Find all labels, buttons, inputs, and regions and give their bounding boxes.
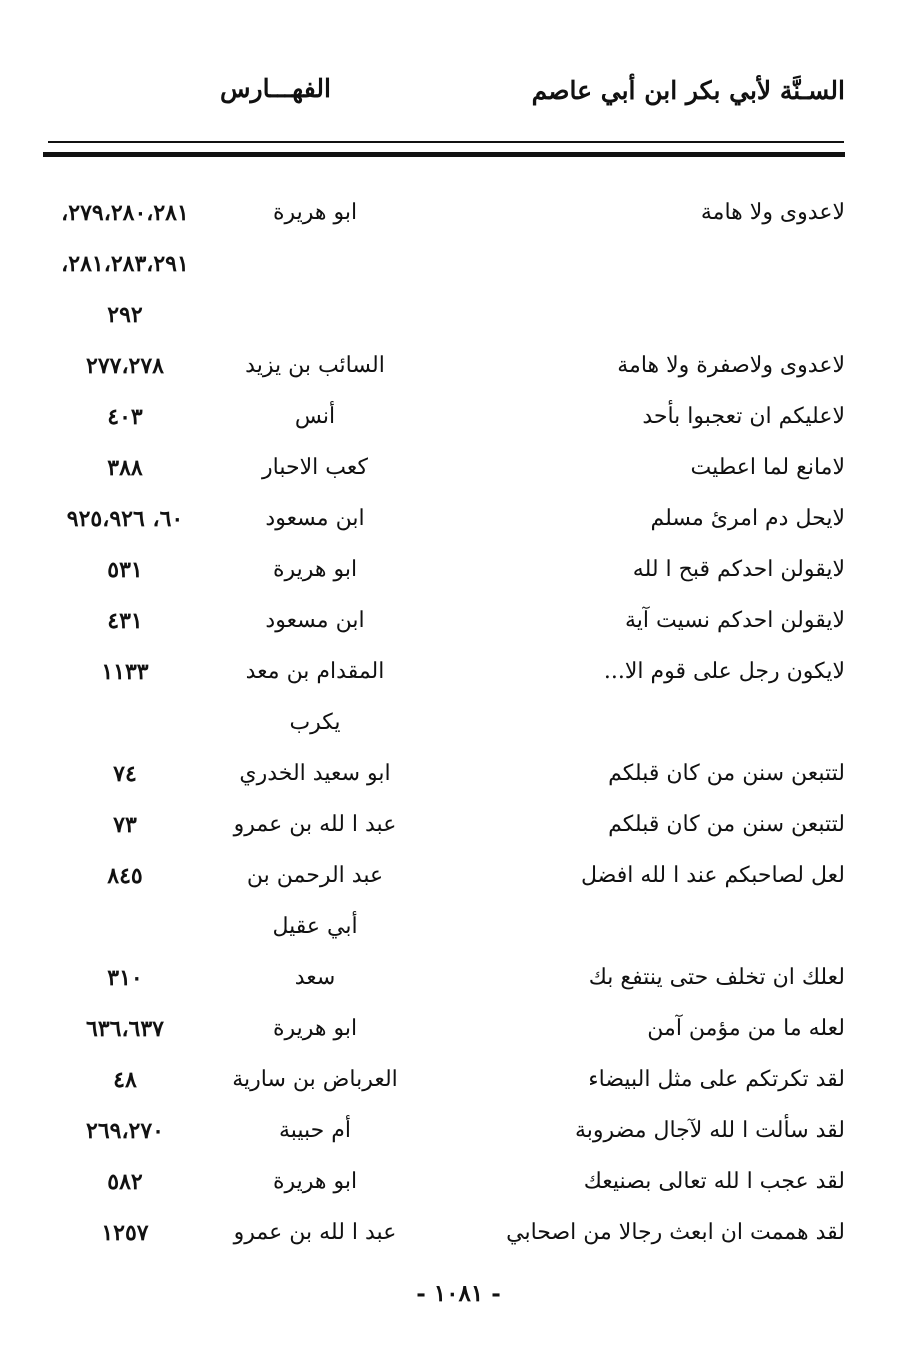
- index-row: [0, 751, 917, 802]
- index-row: [0, 853, 917, 904]
- hadith-text: لقد هممت ان ابعث رجالا من اصحابي: [506, 1220, 845, 1245]
- narrator-name: العرباض بن سارية: [232, 1067, 398, 1092]
- page-refs: ٢٨١،٢٨٣،٢٩١،: [61, 251, 189, 277]
- index-row: [0, 547, 917, 598]
- page-refs: ٥٣١: [107, 557, 143, 583]
- page-refs: ٢٩٢: [107, 302, 143, 328]
- page-refs: ٢٧٧،٢٧٨: [86, 353, 164, 379]
- page-refs: ١٢٥٧: [101, 1220, 149, 1246]
- page-refs: ٢٧٩،٢٨٠،٢٨١،: [61, 200, 189, 226]
- narrator-name: عبد الرحمن بن: [246, 863, 384, 888]
- page-refs: ٧٣: [113, 812, 137, 838]
- page-refs: ٤٣١: [107, 608, 143, 634]
- index-row: [0, 190, 917, 241]
- header-rule-thin: [48, 141, 844, 143]
- index-row: [0, 241, 917, 292]
- index-row: [0, 1210, 917, 1261]
- page-refs: ٤٠٣: [107, 404, 143, 430]
- hadith-text: لايحل دم امرئ مسلم: [650, 506, 845, 531]
- section-title: الفهـــارس: [220, 74, 331, 103]
- page-refs: ٣٨٨: [107, 455, 143, 481]
- index-row: [0, 445, 917, 496]
- index-table: [0, 190, 917, 1261]
- page-header: [0, 70, 917, 120]
- narrator-name: يكرب: [289, 710, 341, 735]
- page-refs: ١١٣٣: [101, 659, 149, 685]
- index-row: [0, 394, 917, 445]
- hadith-text: لقد تكرتكم على مثل البيضاء: [588, 1067, 845, 1092]
- narrator-name: السائب بن يزيد: [245, 353, 385, 378]
- index-row: [0, 904, 917, 955]
- index-row: [0, 1006, 917, 1057]
- hadith-text: لامانع لما اعطيت: [690, 455, 845, 480]
- hadith-text: لايقولن احدكم نسيت آية: [625, 608, 845, 633]
- narrator-name: المقدام بن معد: [245, 659, 385, 684]
- narrator-name: ابو هريرة: [272, 200, 358, 225]
- index-row: [0, 1108, 917, 1159]
- narrator-name: ابو هريرة: [272, 557, 358, 582]
- index-row: [0, 292, 917, 343]
- hadith-text: لتتبعن سنن من كان قبلكم: [608, 812, 845, 837]
- hadith-text: لاعدوى ولا هامة: [700, 200, 845, 225]
- narrator-name: ابو سعيد الخدري: [239, 761, 391, 786]
- hadith-text: لقد سألت ا لله لآجال مضروبة: [574, 1118, 845, 1143]
- narrator-name: ابن مسعود: [265, 608, 365, 633]
- hadith-text: لعلك ان تخلف حتى ينتفع بك: [588, 965, 845, 990]
- hadith-text: لعله ما من مؤمن آمن: [647, 1016, 845, 1041]
- page-refs: ٦٠، ٩٢٥،٩٢٦: [66, 506, 184, 532]
- narrator-name: كعب الاحبار: [262, 455, 368, 480]
- page-number: - ١٠٨١ -: [416, 1280, 501, 1307]
- narrator-name: ابن مسعود: [265, 506, 365, 531]
- index-row: [0, 598, 917, 649]
- narrator-name: أم حبيبة: [278, 1118, 352, 1143]
- hadith-text: لاعليكم ان تعجبوا بأحد: [642, 404, 845, 429]
- hadith-text: لاعدوى ولاصفرة ولا هامة: [617, 353, 845, 378]
- index-row: [0, 343, 917, 394]
- hadith-text: لتتبعن سنن من كان قبلكم: [608, 761, 845, 786]
- page-refs: ٧٤: [113, 761, 137, 787]
- index-row: [0, 700, 917, 751]
- page-refs: ٤٨: [113, 1067, 137, 1093]
- index-row: [0, 802, 917, 853]
- index-row: [0, 1159, 917, 1210]
- index-row: [0, 1057, 917, 1108]
- page-refs: ٨٤٥: [107, 863, 143, 889]
- narrator-name: سعد: [294, 965, 336, 990]
- page-refs: ٣١٠: [107, 965, 143, 991]
- index-row: [0, 649, 917, 700]
- narrator-name: عبد ا لله بن عمرو: [233, 1220, 397, 1245]
- index-row: [0, 955, 917, 1006]
- hadith-text: لايكون رجل على قوم الا...: [603, 659, 845, 684]
- book-title: السـنَّة لأبي بكر ابن أبي عاصم: [531, 76, 845, 105]
- narrator-name: أبي عقيل: [272, 914, 358, 939]
- page-refs: ٢٦٩،٢٧٠: [86, 1118, 164, 1144]
- page-refs: ٥٨٢: [107, 1169, 143, 1195]
- header-rule-thick: [43, 152, 845, 157]
- hadith-text: لعل لصاحبكم عند ا لله افضل: [580, 863, 845, 888]
- hadith-text: لقد عجب ا لله تعالى بصنيعك: [583, 1169, 845, 1194]
- hadith-text: لايقولن احدكم قبح ا لله: [632, 557, 845, 582]
- narrator-name: ابو هريرة: [272, 1169, 358, 1194]
- narrator-name: أنس: [294, 404, 336, 429]
- narrator-name: عبد ا لله بن عمرو: [233, 812, 397, 837]
- page-refs: ٦٣٦،٦٣٧: [86, 1016, 164, 1042]
- narrator-name: ابو هريرة: [272, 1016, 358, 1041]
- index-row: [0, 496, 917, 547]
